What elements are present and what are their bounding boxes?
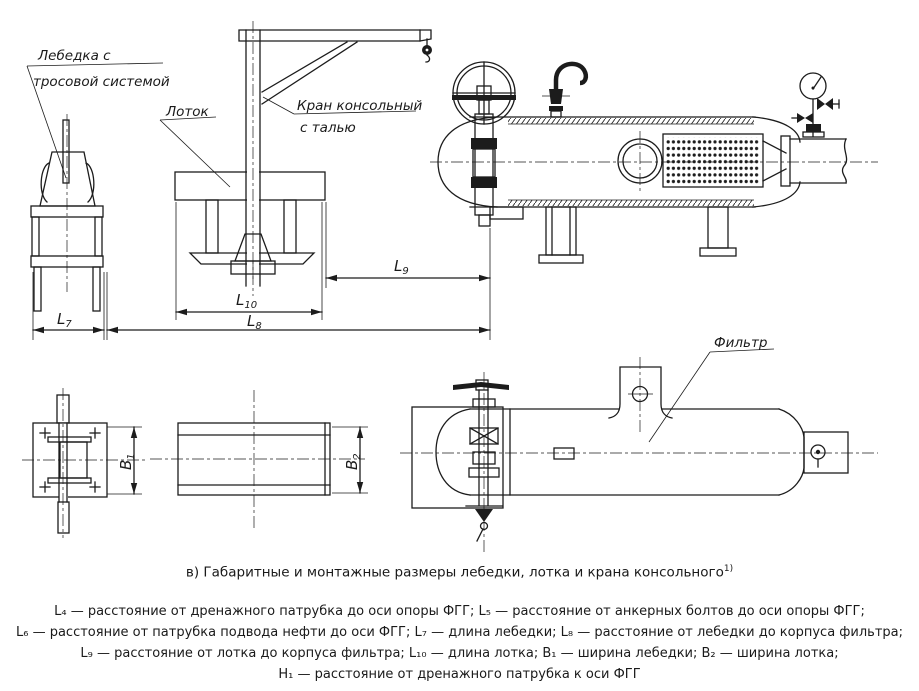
dimension-label-L7: $L_7$	[57, 310, 72, 330]
dimension-label-L8: $L_8$	[247, 312, 262, 332]
lifting-lug	[609, 357, 672, 432]
dimension-label-L10: $L_{10}$	[236, 291, 258, 311]
winch-front-view	[31, 114, 103, 311]
footnote-marker: 1)	[723, 564, 734, 574]
tray-leader-line	[160, 120, 230, 187]
legend-line-2: L₆ — расстояние от патрубка подвода нефти до оси ФГГ; L₇ — длина лебедки; L₈ — расстояние от лебедки до корпуса фильтра;	[15, 625, 903, 640]
legend-line-1: L₄ — расстояние от дренажного патрубка до оси опоры ФГГ; L₅ — расстояние от анкерных болтов до оси опоры ФГГ;	[54, 604, 865, 619]
crane-beam	[239, 30, 431, 41]
outlet-fitting	[811, 445, 825, 467]
dimension-legend	[0, 601, 919, 685]
filter-side-view	[430, 62, 878, 263]
tray-label: Лоток	[166, 104, 209, 120]
filter-label: Фильтр	[714, 335, 768, 351]
crane-callout	[263, 97, 423, 136]
manhole	[618, 131, 662, 192]
crane-label-line2: с талью	[300, 120, 356, 136]
outlet-pipe	[781, 136, 847, 186]
filter-top-view	[400, 357, 878, 552]
dimension-B2	[332, 427, 368, 493]
crane-brace	[262, 42, 357, 104]
crane-label-line1: Кран консольный	[297, 98, 423, 114]
legend-line-3: L₉ — расстояние от лотка до корпуса фильтра; L₁₀ — длина лотка; B₁ — ширина лебедки; B₂ — ширина лотка;	[80, 646, 839, 661]
winch-label-line1: Лебедка с	[38, 48, 111, 64]
crane-leader-line	[263, 97, 294, 114]
winch-label-line2: тросовой системой	[33, 74, 170, 90]
figure-caption-text: в) Габаритные и монтажные размеры лебедки, лотка и крана консольного	[185, 564, 724, 581]
dimension-label-B2: $B_2$	[343, 453, 363, 470]
inlet-valve-assembly	[453, 372, 509, 552]
dimension-L8	[107, 272, 490, 340]
tray-callout	[160, 104, 230, 187]
legend-line-4: H₁ — расстояние от дренажного патрубка к оси ФГГ	[278, 667, 641, 682]
dimension-label-B1: $B_1$	[117, 453, 137, 470]
dimension-B1	[107, 427, 142, 494]
crane-hook-icon	[422, 39, 432, 62]
filter-supports	[539, 207, 736, 263]
dimension-L9	[326, 202, 490, 340]
pressure-gauge-icon	[792, 73, 839, 137]
tray-top-view	[150, 390, 365, 528]
vent-hook-icon	[542, 64, 586, 117]
winch-callout	[27, 48, 170, 178]
figure-caption	[0, 564, 919, 581]
console-crane	[231, 21, 432, 296]
dimension-label-L9: $L_9$	[394, 257, 409, 277]
perforated-screen	[663, 134, 786, 187]
filter-callout	[649, 335, 774, 442]
slot-opening	[554, 448, 574, 459]
